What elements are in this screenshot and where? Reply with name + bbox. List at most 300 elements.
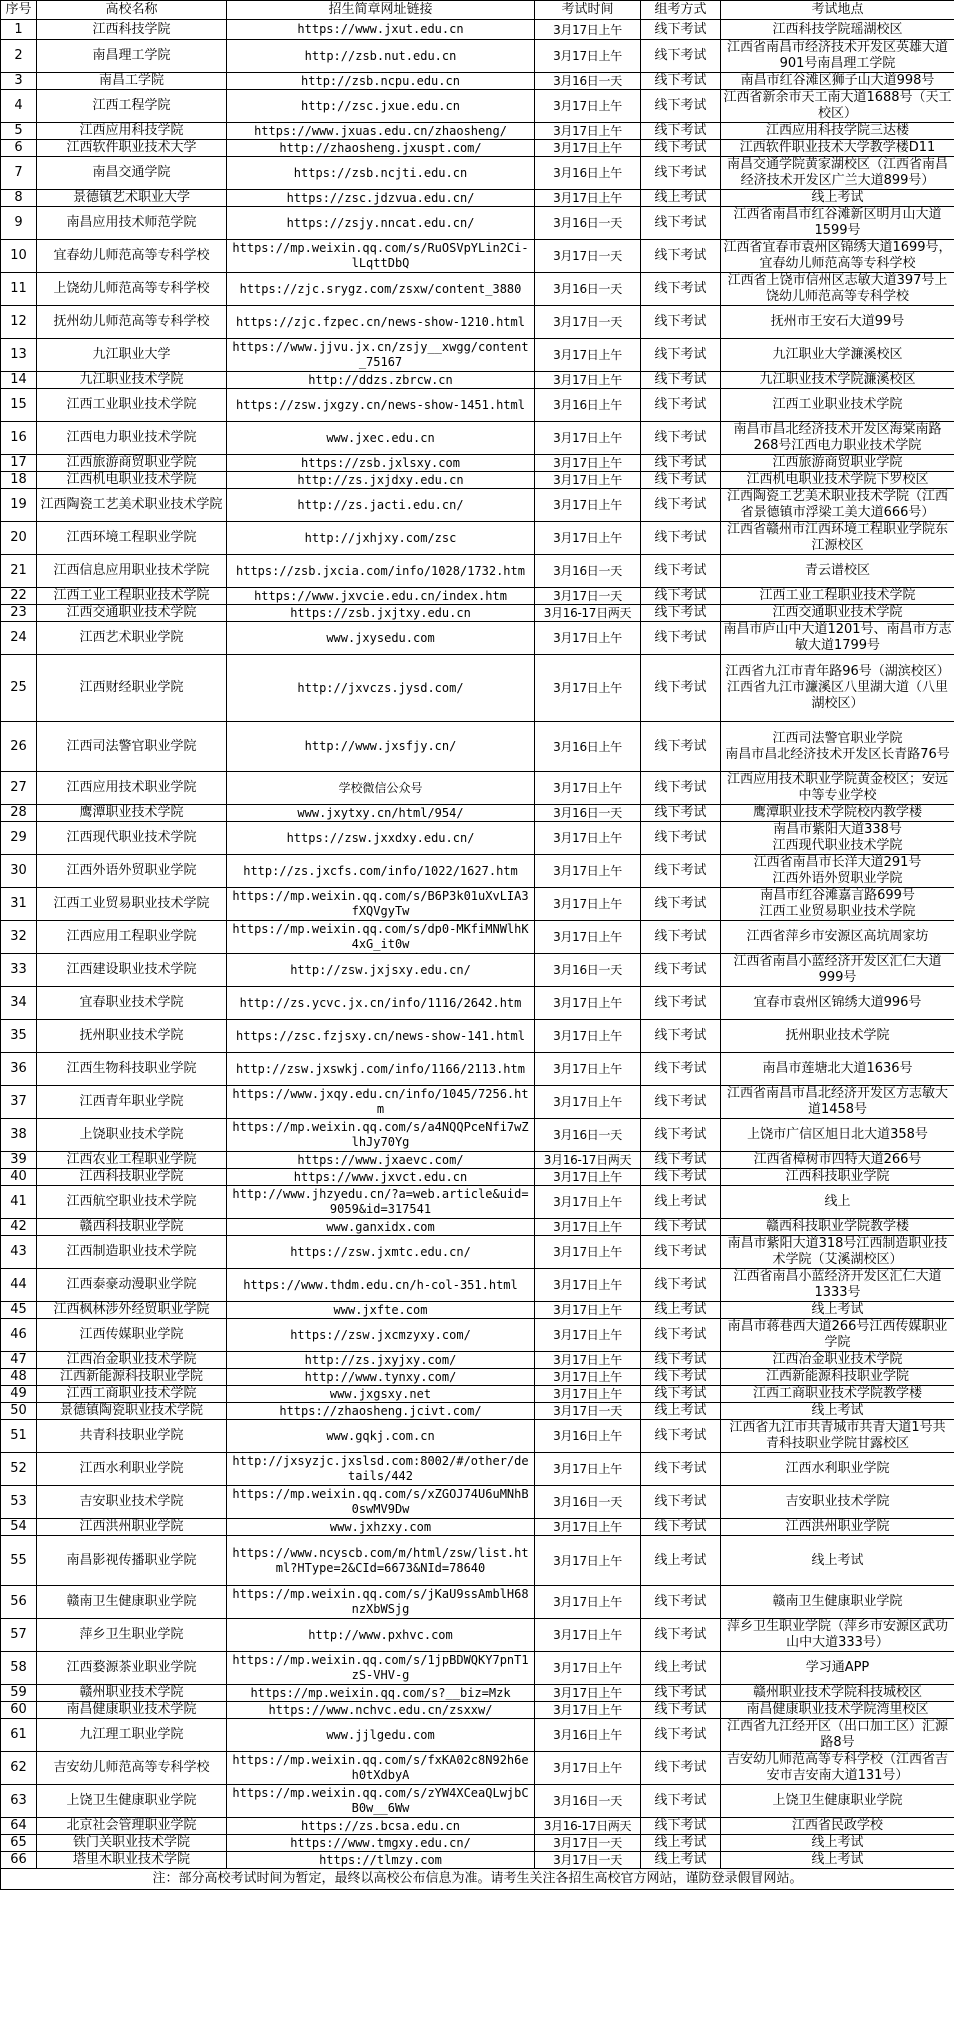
cell-school-name: 九江职业大学 [37,339,227,372]
table-row [1,1685,954,1702]
cell-exam-location: 江西省南昌市长洋大道291号 江西外语外贸职业学院 [721,855,954,888]
cell-exam-location: 江西新能源科技职业学院 [721,1369,954,1386]
cell-exam-location: 线上 [721,1186,954,1219]
cell-exam-method: 线下考试 [641,1169,721,1186]
cell-no: 27 [1,772,37,805]
table-row [1,1319,954,1352]
cell-exam-location: 江西省赣州市江西环境工程职业学院东江源校区 [721,522,954,555]
cell-url: 学校微信公众号 [227,772,535,805]
cell-exam-location: 赣南卫生健康职业学院 [721,1586,954,1619]
cell-exam-location: 南昌健康职业技术学院湾里校区 [721,1702,954,1719]
table-row [1,822,954,855]
cell-exam-method: 线下考试 [641,1152,721,1169]
cell-exam-location: 江西省九江经开区（出口加工区）汇源路8号 [721,1719,954,1752]
cell-exam-method: 线下考试 [641,389,721,422]
cell-exam-method: 线下考试 [641,157,721,190]
cell-school-name: 抚州职业技术学院 [37,1020,227,1053]
cell-no: 48 [1,1369,37,1386]
table-row [1,306,954,339]
cell-no: 35 [1,1020,37,1053]
cell-url: https://www.tmgxy.edu.cn/ [227,1835,535,1852]
cell-exam-method: 线下考试 [641,422,721,455]
table-row [1,190,954,207]
table-row [1,157,954,190]
table-row [1,888,954,921]
note-row [1,1869,954,1890]
cell-no: 43 [1,1236,37,1269]
table-row [1,1086,954,1119]
cell-exam-time: 3月17日上午 [535,1386,641,1403]
cell-url: https://www.jxvct.edu.cn [227,1169,535,1186]
cell-exam-time: 3月17日上午 [535,1453,641,1486]
cell-no: 22 [1,588,37,605]
cell-exam-location: 江西省上饶市信州区志敏大道397号上饶幼儿师范高等专科学校 [721,273,954,306]
cell-exam-time: 3月17日上午 [535,1236,641,1269]
cell-url: https://mp.weixin.qq.com/s/B6P3k01uXvLIA3fXQVgyTw [227,888,535,921]
table-row [1,1269,954,1302]
cell-exam-method: 线下考试 [641,522,721,555]
cell-exam-time: 3月16日一天 [535,1119,641,1152]
cell-exam-method: 线下考试 [641,1486,721,1519]
cell-school-name: 共青科技职业学院 [37,1420,227,1453]
cell-school-name: 江西艺术职业学院 [37,622,227,655]
cell-school-name: 赣南卫生健康职业学院 [37,1586,227,1619]
cell-exam-location: 江西省南昌小蓝经济开发区汇仁大道999号 [721,954,954,987]
table-row [1,1152,954,1169]
cell-no: 38 [1,1119,37,1152]
cell-exam-method: 线下考试 [641,588,721,605]
cell-url: https://mp.weixin.qq.com/s/dp0-MKfiMNWlhK4xG_it0w [227,921,535,954]
cell-exam-method: 线下考试 [641,1420,721,1453]
cell-exam-location: 宜春市袁州区锦绣大道996号 [721,987,954,1020]
cell-exam-location: 学习通APP [721,1652,954,1685]
cell-exam-time: 3月16日一天 [535,1486,641,1519]
cell-school-name: 江西外语外贸职业学院 [37,855,227,888]
cell-exam-method: 线下考试 [641,1020,721,1053]
cell-school-name: 江西工程学院 [37,90,227,123]
cell-school-name: 江西应用技术职业学院 [37,772,227,805]
cell-no: 36 [1,1053,37,1086]
cell-school-name: 宜春职业技术学院 [37,987,227,1020]
cell-no: 11 [1,273,37,306]
cell-url: https://mp.weixin.qq.com/s/zYW4XCeaQLwjbCB0w__6Ww [227,1785,535,1818]
table-row [1,455,954,472]
table-row [1,372,954,389]
header-exam-method: 组考方式 [641,1,721,20]
cell-exam-time: 3月16-17日两天 [535,605,641,622]
table-row [1,772,954,805]
cell-school-name: 北京社会管理职业学院 [37,1818,227,1835]
cell-exam-location: 江西省南昌市红谷滩新区明月山大道1599号 [721,207,954,240]
cell-exam-time: 3月17日上午 [535,1519,641,1536]
cell-exam-location: 江西省新余市天工南大道1688号（天工校区） [721,90,954,123]
cell-exam-location: 江西陶瓷工艺美术职业技术学院（江西省景德镇市浮梁工美大道666号） [721,489,954,522]
table-row [1,73,954,90]
table-row [1,240,954,273]
cell-no: 15 [1,389,37,422]
table-row [1,1586,954,1619]
table-row [1,1852,954,1869]
cell-exam-time: 3月16日一天 [535,555,641,588]
cell-exam-time: 3月16日一天 [535,273,641,306]
cell-school-name: 江西司法警官职业学院 [37,722,227,772]
cell-exam-method: 线下考试 [641,1719,721,1752]
cell-no: 28 [1,805,37,822]
cell-no: 7 [1,157,37,190]
cell-no: 29 [1,822,37,855]
cell-exam-method: 线下考试 [641,1519,721,1536]
table-row [1,522,954,555]
table-row [1,1719,954,1752]
table-row [1,1420,954,1453]
cell-exam-method: 线下考试 [641,1702,721,1719]
cell-school-name: 江西应用工程职业学院 [37,921,227,954]
cell-no: 16 [1,422,37,455]
table-row [1,555,954,588]
cell-exam-time: 3月17日上午 [535,1169,641,1186]
cell-exam-location: 青云谱校区 [721,555,954,588]
cell-exam-time: 3月16日上午 [535,389,641,422]
cell-no: 17 [1,455,37,472]
cell-exam-method: 线下考试 [641,921,721,954]
cell-url: https://zsb.ncjti.edu.cn [227,157,535,190]
cell-exam-time: 3月16日上午 [535,722,641,772]
cell-school-name: 南昌影视传播职业学院 [37,1536,227,1586]
cell-no: 32 [1,921,37,954]
cell-school-name: 江西环境工程职业学院 [37,522,227,555]
cell-no: 62 [1,1752,37,1785]
table-row [1,954,954,987]
cell-no: 25 [1,655,37,722]
cell-no: 58 [1,1652,37,1685]
cell-no: 45 [1,1302,37,1319]
cell-exam-location: 江西省民政学校 [721,1818,954,1835]
cell-exam-time: 3月16-17日两天 [535,1152,641,1169]
cell-exam-location: 南昌市蒋巷西大道266号江西传媒职业学院 [721,1319,954,1352]
table-row [1,1236,954,1269]
table-row [1,622,954,655]
cell-exam-location: 南昌市红谷滩区狮子山大道998号 [721,73,954,90]
cell-exam-location: 江西省九江市青年路96号（湖滨校区） 江西省九江市濂溪区八里湖大道（八里湖校区） [721,655,954,722]
cell-exam-location: 江西工业职业技术学院 [721,389,954,422]
table-row [1,90,954,123]
cell-url: https://mp.weixin.qq.com/s/RuOSVpYLin2Ci-lLqttDbQ [227,240,535,273]
cell-no: 31 [1,888,37,921]
cell-exam-method: 线下考试 [641,987,721,1020]
cell-school-name: 江西泰豪动漫职业学院 [37,1269,227,1302]
cell-exam-method: 线下考试 [641,90,721,123]
cell-school-name: 江西现代职业技术学院 [37,822,227,855]
table-row [1,422,954,455]
table-row [1,207,954,240]
table-row [1,1519,954,1536]
cell-url: https://zsw.jxxdxy.edu.cn/ [227,822,535,855]
cell-exam-location: 江西机电职业技术学院下罗校区 [721,472,954,489]
cell-exam-method: 线下考试 [641,1269,721,1302]
cell-url: https://www.jjvu.jx.cn/zsjy__xwgg/content_75167 [227,339,535,372]
cell-school-name: 江西工业职业技术学院 [37,389,227,422]
cell-no: 24 [1,622,37,655]
cell-exam-location: 赣州职业技术学院科技城校区 [721,1685,954,1702]
cell-no: 37 [1,1086,37,1119]
cell-exam-method: 线下考试 [641,40,721,73]
table-row [1,389,954,422]
table-row [1,1302,954,1319]
cell-exam-time: 3月17日上午 [535,20,641,40]
cell-exam-time: 3月16日上午 [535,1719,641,1752]
cell-exam-time: 3月17日一天 [535,1852,641,1869]
cell-exam-method: 线下考试 [641,140,721,157]
cell-url: https://zhaosheng.jcivt.com/ [227,1403,535,1420]
cell-url: https://mp.weixin.qq.com/s/xZGOJ74U6uMNhB0swMV9Dw [227,1486,535,1519]
table-row [1,1369,954,1386]
cell-exam-location: 南昌市红谷滩嘉言路699号 江西工业贸易职业技术学院 [721,888,954,921]
cell-url: www.jxytxy.cn/html/954/ [227,805,535,822]
cell-exam-time: 3月17日上午 [535,888,641,921]
table-row [1,1453,954,1486]
cell-exam-method: 线下考试 [641,1319,721,1352]
cell-url: http://zsb.ncpu.edu.cn [227,73,535,90]
table-row [1,722,954,772]
cell-no: 64 [1,1818,37,1835]
cell-exam-time: 3月17日一天 [535,588,641,605]
cell-school-name: 南昌健康职业技术学院 [37,1702,227,1719]
cell-exam-method: 线下考试 [641,339,721,372]
cell-exam-time: 3月16日一天 [535,73,641,90]
table-row [1,1219,954,1236]
cell-exam-time: 3月17日上午 [535,190,641,207]
cell-exam-method: 线下考试 [641,1053,721,1086]
cell-url: http://zs.ycvc.jx.cn/info/1116/2642.htm [227,987,535,1020]
cell-school-name: 江西应用科技学院 [37,123,227,140]
table-row [1,1752,954,1785]
cell-exam-method: 线下考试 [641,455,721,472]
cell-exam-location: 南昌交通学院黄家湖校区（江西省南昌经济技术开发区广兰大道899号） [721,157,954,190]
cell-school-name: 吉安幼儿师范高等专科学校 [37,1752,227,1785]
cell-school-name: 江西工商职业技术学院 [37,1386,227,1403]
cell-no: 14 [1,372,37,389]
cell-exam-time: 3月17日上午 [535,90,641,123]
cell-school-name: 鹰潭职业技术学院 [37,805,227,822]
cell-school-name: 江西工业贸易职业技术学院 [37,888,227,921]
cell-exam-location: 吉安职业技术学院 [721,1486,954,1519]
cell-exam-time: 3月17日上午 [535,1219,641,1236]
table-row [1,489,954,522]
cell-exam-method: 线上考试 [641,1536,721,1586]
cell-exam-location: 抚州市王安石大道99号 [721,306,954,339]
cell-exam-method: 线下考试 [641,1785,721,1818]
cell-no: 56 [1,1586,37,1619]
cell-no: 46 [1,1319,37,1352]
cell-exam-time: 3月17日上午 [535,921,641,954]
cell-school-name: 江西科技学院 [37,20,227,40]
cell-exam-method: 线下考试 [641,822,721,855]
cell-exam-location: 江西科技职业学院 [721,1169,954,1186]
cell-exam-method: 线下考试 [641,273,721,306]
cell-exam-location: 江西省南昌市昌北经济开发区方志敏大道1458号 [721,1086,954,1119]
cell-exam-location: 南昌市紫阳大道318号江西制造职业技术学院（艾溪湖校区） [721,1236,954,1269]
table-row [1,1835,954,1852]
cell-no: 33 [1,954,37,987]
cell-url: https://www.jxuas.edu.cn/zhaosheng/ [227,123,535,140]
cell-url: https://zsb.jxjtxy.edu.cn [227,605,535,622]
cell-school-name: 江西洪州职业学院 [37,1519,227,1536]
cell-exam-method: 线下考试 [641,1086,721,1119]
cell-school-name: 上饶幼儿师范高等专科学校 [37,273,227,306]
table-row [1,1169,954,1186]
cell-exam-method: 线下考试 [641,1219,721,1236]
cell-url: http://zs.jacti.edu.cn/ [227,489,535,522]
cell-url: http://jxvczs.jysd.com/ [227,655,535,722]
cell-exam-time: 3月16日一天 [535,207,641,240]
cell-url: http://zs.jxyjxy.com/ [227,1352,535,1369]
cell-no: 19 [1,489,37,522]
cell-school-name: 赣州职业技术学院 [37,1685,227,1702]
cell-url: https://zsjy.nncat.edu.cn/ [227,207,535,240]
table-row [1,1403,954,1420]
cell-no: 44 [1,1269,37,1302]
table-row [1,1818,954,1835]
cell-exam-time: 3月17日上午 [535,40,641,73]
table-row [1,805,954,822]
cell-exam-time: 3月17日上午 [535,1319,641,1352]
table-row [1,1702,954,1719]
cell-exam-time: 3月17日上午 [535,1369,641,1386]
cell-no: 49 [1,1386,37,1403]
table-row [1,1053,954,1086]
cell-exam-location: 南昌市莲塘北大道1636号 [721,1053,954,1086]
cell-url: www.jxhzxy.com [227,1519,535,1536]
cell-exam-location: 九江职业大学濂溪校区 [721,339,954,372]
cell-no: 57 [1,1619,37,1652]
cell-exam-location: 江西洪州职业学院 [721,1519,954,1536]
cell-school-name: 宜春幼儿师范高等专科学校 [37,240,227,273]
cell-exam-location: 江西省南昌市经济技术开发区英雄大道901号南昌理工学院 [721,40,954,73]
table-row [1,1352,954,1369]
cell-school-name: 上饶卫生健康职业学院 [37,1785,227,1818]
header-row [1,1,954,20]
cell-no: 4 [1,90,37,123]
cell-exam-time: 3月17日上午 [535,1269,641,1302]
cell-no: 61 [1,1719,37,1752]
cell-exam-method: 线下考试 [641,855,721,888]
cell-exam-time: 3月17日上午 [535,1302,641,1319]
table-row [1,1486,954,1519]
cell-exam-time: 3月17日上午 [535,655,641,722]
cell-no: 9 [1,207,37,240]
cell-url: http://www.tynxy.com/ [227,1369,535,1386]
cell-exam-location: 线上考试 [721,190,954,207]
cell-no: 39 [1,1152,37,1169]
cell-exam-method: 线下考试 [641,372,721,389]
cell-exam-time: 3月16日上午 [535,157,641,190]
cell-no: 47 [1,1352,37,1369]
cell-exam-location: 江西冶金职业技术学院 [721,1352,954,1369]
cell-no: 65 [1,1835,37,1852]
cell-exam-location: 线上考试 [721,1536,954,1586]
cell-exam-time: 3月17日上午 [535,987,641,1020]
table-row [1,273,954,306]
table-row [1,1619,954,1652]
cell-no: 26 [1,722,37,772]
cell-exam-location: 江西应用科技学院三达楼 [721,123,954,140]
cell-school-name: 铁门关职业技术学院 [37,1835,227,1852]
cell-exam-method: 线上考试 [641,1835,721,1852]
cell-exam-time: 3月17日上午 [535,1053,641,1086]
cell-exam-time: 3月17日上午 [535,1086,641,1119]
cell-exam-method: 线下考试 [641,772,721,805]
cell-no: 59 [1,1685,37,1702]
cell-no: 51 [1,1420,37,1453]
cell-exam-location: 鹰潭职业技术学院校内教学楼 [721,805,954,822]
cell-exam-location: 上饶市广信区旭日北大道358号 [721,1119,954,1152]
cell-exam-method: 线上考试 [641,1652,721,1685]
cell-no: 66 [1,1852,37,1869]
cell-school-name: 吉安职业技术学院 [37,1486,227,1519]
cell-school-name: 江西枫林涉外经贸职业学院 [37,1302,227,1319]
cell-exam-method: 线下考试 [641,888,721,921]
header-school-name: 高校名称 [37,1,227,20]
cell-url: https://www.jxaevc.com/ [227,1152,535,1169]
cell-exam-time: 3月17日上午 [535,1536,641,1586]
table-row [1,1536,954,1586]
cell-school-name: 江西软件职业技术大学 [37,140,227,157]
cell-no: 63 [1,1785,37,1818]
cell-url: https://zjc.srygz.com/zsxw/content_3880 [227,273,535,306]
table-row [1,339,954,372]
table-row [1,1386,954,1403]
cell-exam-location: 南昌市昌北经济技术开发区海棠南路268号江西电力职业技术学院 [721,422,954,455]
header-exam-time: 考试时间 [535,1,641,20]
cell-exam-location: 江西省南昌小蓝经济开发区汇仁大道1333号 [721,1269,954,1302]
cell-no: 10 [1,240,37,273]
cell-exam-method: 线下考试 [641,954,721,987]
cell-exam-time: 3月17日上午 [535,855,641,888]
cell-no: 12 [1,306,37,339]
cell-exam-location: 江西交通职业技术学院 [721,605,954,622]
cell-exam-method: 线下考试 [641,489,721,522]
table-row [1,40,954,73]
cell-exam-time: 3月16日一天 [535,954,641,987]
cell-url: http://www.pxhvc.com [227,1619,535,1652]
cell-no: 55 [1,1536,37,1586]
cell-exam-location: 线上考试 [721,1852,954,1869]
cell-school-name: 南昌应用技术师范学院 [37,207,227,240]
cell-exam-time: 3月16-17日两天 [535,1818,641,1835]
cell-url: https://www.ncyscb.com/m/html/zsw/list.html?HType=2&CId=6673&NId=78640 [227,1536,535,1586]
cell-exam-method: 线下考试 [641,805,721,822]
cell-url: http://zs.jxcfs.com/info/1022/1627.htm [227,855,535,888]
cell-no: 2 [1,40,37,73]
footnote: 注：部分高校考试时间为暂定，最终以高校公布信息为准。请考生关注各招生高校官方网站，谨防登录假冒网站。 [1,1869,954,1890]
cell-exam-method: 线下考试 [641,73,721,90]
cell-url: https://zsc.jdzvua.edu.cn/ [227,190,535,207]
cell-exam-time: 3月17日上午 [535,472,641,489]
cell-url: https://zsw.jxmtc.edu.cn/ [227,1236,535,1269]
cell-no: 21 [1,555,37,588]
cell-exam-method: 线下考试 [641,605,721,622]
cell-exam-method: 线下考试 [641,306,721,339]
cell-school-name: 江西电力职业技术学院 [37,422,227,455]
cell-exam-location: 赣西科技职业学院教学楼 [721,1219,954,1236]
cell-url: http://zsb.nut.edu.cn [227,40,535,73]
table-row [1,472,954,489]
cell-school-name: 江西信息应用职业技术学院 [37,555,227,588]
cell-url: www.jjlgedu.com [227,1719,535,1752]
cell-exam-method: 线下考试 [641,622,721,655]
cell-exam-location: 萍乡卫生职业学院（萍乡市安源区武功山中大道333号） [721,1619,954,1652]
header-exam-location: 考试地点 [721,1,954,20]
